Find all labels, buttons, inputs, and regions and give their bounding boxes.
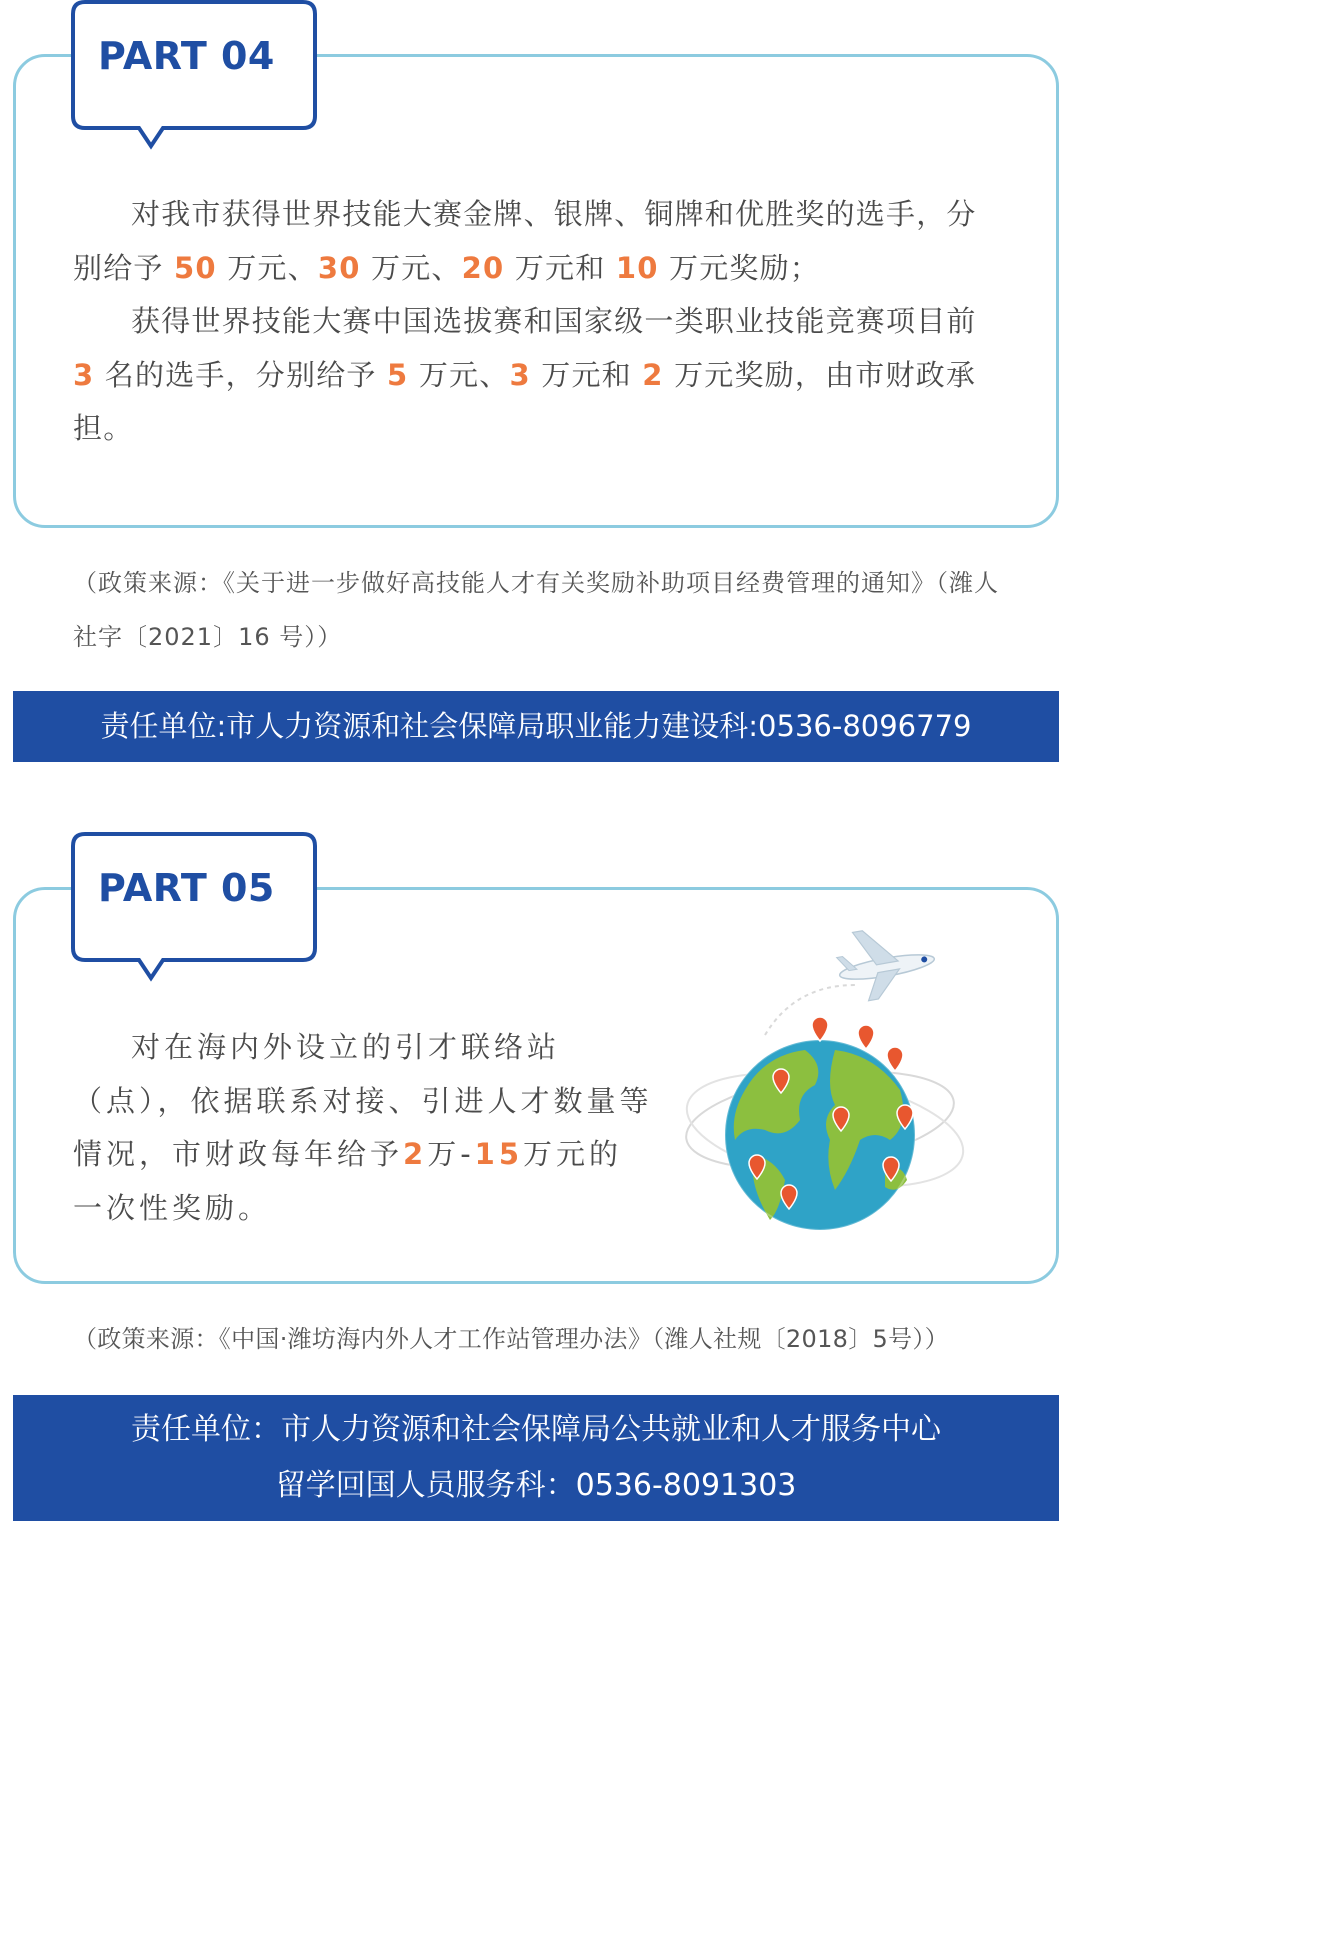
globe-airplane-illustration [675, 925, 975, 1245]
amount-silver: 30 [317, 250, 361, 285]
amount-max: 15 [474, 1137, 524, 1171]
part4-title: PART 04 [98, 34, 275, 78]
amount-third: 2 [642, 357, 664, 392]
top-rank-count: 3 [73, 357, 95, 392]
amount-second: 3 [509, 357, 531, 392]
amount-bronze: 20 [461, 250, 505, 285]
part4-paragraph-2: 获得世界技能大赛中国选拔赛和国家级一类职业技能竞赛项目前 3 名的选手，分别给予 5 万元、3 万元和 2 万元奖励，由市财政承担。 [73, 304, 977, 445]
part5-banner-line-1: 责任单位：市人力资源和社会保障局公共就业和人才服务中心 [131, 1412, 941, 1447]
part5-body [73, 1021, 655, 1235]
part4-body [73, 188, 1003, 456]
amount-first: 5 [387, 357, 409, 392]
part4-responsible-unit-banner: 责任单位:市人力资源和社会保障局职业能力建设科:0536-8096779 [13, 691, 1059, 762]
part4-tag [71, 0, 317, 128]
amount-min: 2 [403, 1137, 428, 1171]
part5-paragraph: 对在海内外设立的引才联络站（点），依据联系对接、引进人才数量等情况，市财政每年给予2万-15万元的一次性奖励。 [73, 1030, 653, 1225]
part5-banner-line-2: 留学回国人员服务科：0536-8091303 [275, 1468, 797, 1503]
part5-policy-source: （政策来源：《中国·潍坊海内外人才工作站管理办法》（潍人社规〔2018〕5号）） [73, 1325, 949, 1353]
part4-policy-source: （政策来源：《关于进一步做好高技能人才有关奖励补助项目经费管理的通知》（潍人社字〔2021〕16 号）） [73, 569, 999, 651]
part4-paragraph-1: 对我市获得世界技能大赛金牌、银牌、铜牌和优胜奖的选手，分别给予 50 万元、30 万元、20 万元和 10 万元奖励； [73, 197, 977, 285]
amount-gold: 50 [174, 250, 217, 285]
part5-responsible-unit-banner [13, 1395, 1059, 1521]
part5-title: PART 05 [98, 866, 275, 910]
amount-excellence: 10 [615, 250, 659, 285]
part5-tag [71, 832, 317, 960]
